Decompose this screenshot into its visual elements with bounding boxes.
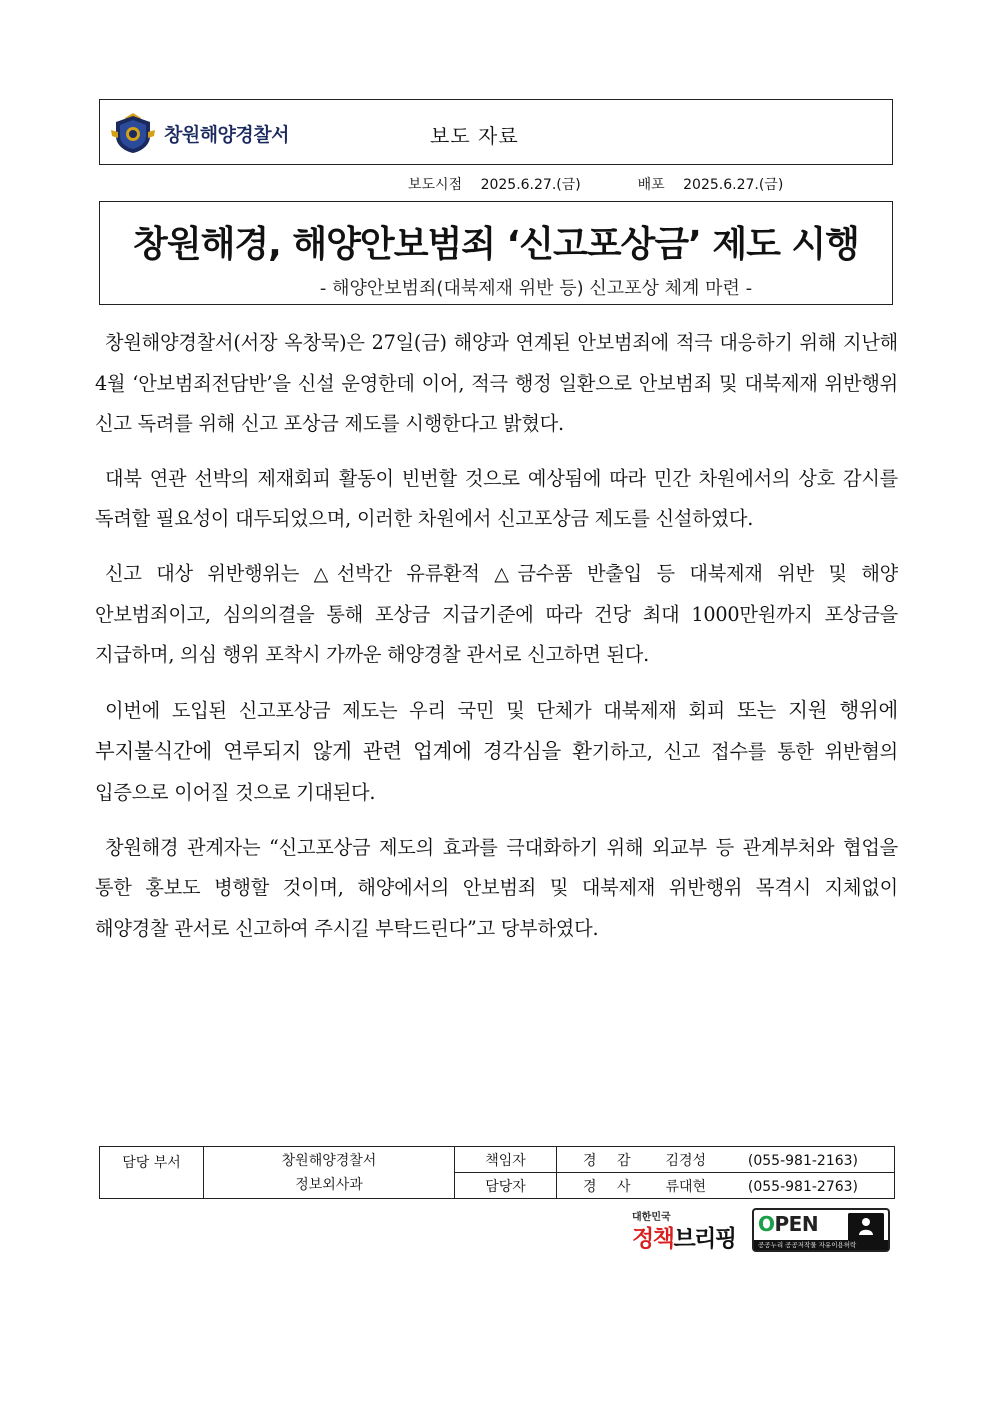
rank: 경 감 [583,1152,639,1169]
document-type: 보도 자료 [430,124,519,148]
body-paragraph-5: 창원해경 관계자는 “신고포상금 제도의 효과를 극대화하기 위해 외교부 등 관계부처와 협업을 통한 홍보도 병행할 것이며, 해양에서의 안보범죄 및 대북제재 위반행위 목격시 지체없이 해양경찰 관서로 신고하여 주시길 부탁드린다”고 당부하였다. [95,835,898,940]
headline-subtitle: - 해양안보범죄(대북제재 위반 등) 신고포상 체계 마련 - [319,278,753,299]
person-name: 김경성 [665,1152,707,1169]
role-cell: 담당자 [455,1173,557,1199]
rank: 경 사 [583,1178,639,1195]
dept-unit: 정보외사과 [295,1176,363,1193]
body-paragraph-4 [95,690,898,814]
phone-number: (055-981-2763) [747,1178,859,1195]
phone-number: (055-981-2163) [747,1152,859,1169]
contact-table [99,1146,895,1199]
contact-info-cell [557,1173,895,1199]
press-time-label: 보도시점 [408,177,463,193]
contact-row [100,1147,895,1173]
org-name: 창원해양경찰서 [164,124,289,146]
kogl-open-badge [752,1208,890,1252]
footer-logos [632,1208,892,1254]
press-time-value: 2025.6.27.(금) [480,177,581,193]
open-o: O [758,1212,775,1236]
headline-title: 창원해경, 해양안보범죄 ‘신고포상금’ 제도 시행 [133,224,859,265]
paragraph-4-tail: 기하고, 신고 접수를 통한 위반혐의 입증으로 이어질 것으로 기대된다. [95,740,898,804]
dept-cell [204,1147,455,1199]
briefing-red-text: 정책 [632,1226,674,1252]
dept-label: 담당 부서 [100,1147,204,1199]
article-body [95,323,898,963]
open-rest: PEN [774,1212,819,1236]
role-cell: 책임자 [455,1147,557,1173]
distribution-label: 배포 [637,177,665,193]
briefing-black-text: 브리핑 [673,1226,736,1252]
person-name: 류대현 [665,1178,707,1195]
release-dates [408,174,783,194]
contact-info-cell [557,1147,895,1173]
open-wordmark [758,1212,818,1236]
headline-box [99,201,893,305]
policy-briefing-logo [632,1208,740,1252]
open-strip-text: 공공누리 공공저작물 자유이용허락 [754,1240,888,1250]
briefing-wordmark [632,1220,736,1253]
body-paragraph-2: 대북 연관 선박의 제재회피 활동이 빈번할 것으로 예상됨에 따라 민간 차원에서의 상호 감시를 독려할 필요성이 대두되었으며, 이러한 차원에서 신고포상금 제도를 신설하였다. [95,466,898,531]
paragraph-4-lead: 이번에 도입된 신고포상금 제도는 우리 국민 및 단체가 대북제재 회피 [105,698,726,722]
press-release-header [99,99,893,165]
briefing-small-text: 대한민국 [632,1212,671,1223]
paragraph-4-emphasis: 또는 지원 행위에 부지불식간에 연루되지 않게 관련 업계에 경각심을 환 [95,697,899,764]
attribution-person-icon [848,1213,884,1241]
distribution-value: 2025.6.27.(금) [683,177,784,193]
coast-guard-emblem-icon [110,112,156,154]
body-paragraph-3: 신고 대상 위반행위는 △선박간 유류환적 △금수품 반출입 등 대북제재 위반 및 해양 안보범죄이고, 심의의결을 통해 포상금 지급기준에 따라 건당 최대 1000만원까지 포상금을 지급하며, 의심 행위 포착시 가까운 해양경찰 관서로 신고하면 된다. [95,561,898,667]
dept-org: 창원해양경찰서 [281,1152,377,1169]
body-paragraph-1: 창원해양경찰서(서장 옥창묵)은 27일(금) 해양과 연계된 안보범죄에 적극 대응하기 위해 지난해 4월 ‘안보범죄전담반’을 신설 운영한데 이어, 적극 행정 일환으로 안보범죄 및 대북제재 위반행위 신고 독려를 위해 신고 포상금 제도를 시행한다고 밝혔다. [95,331,898,436]
